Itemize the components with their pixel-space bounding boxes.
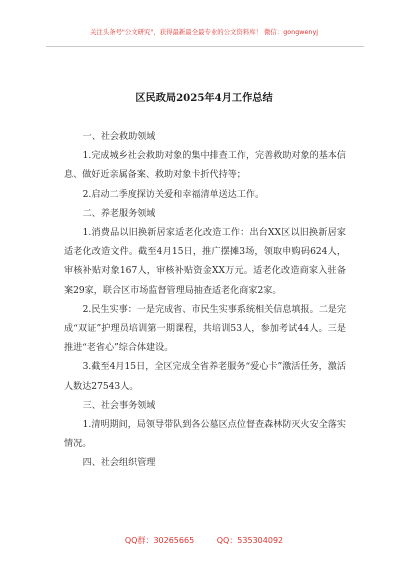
paragraph-assistance-2: 2.启动二季度探访关爱和幸福清单送达工作。 bbox=[82, 189, 265, 200]
header-divider bbox=[46, 46, 364, 47]
paragraph-elderly-3: 3.截至4月15日，全区完成全省养老服务“爱心卡”激活任务，激活人数达27543人。 bbox=[64, 362, 346, 392]
section-heading-social-assistance: 一、社会救助领域 bbox=[82, 132, 156, 142]
section-heading-elderly-care: 二、养老服务领域 bbox=[82, 208, 156, 219]
footer-qq: QQ：535304092 bbox=[216, 536, 284, 545]
paragraph-elderly-1: 1.消费品以旧换新居家适老化改造工作：出台XX区以旧换新居家适老化改造文件。截至4月15日，推广摆摊3场，领取申购码624人，审核补贴对象167人，审核补贴资金XX万元。适老化改造商家入驻备案29家，联合区市场监督管理局抽查适老化商家2家。 bbox=[64, 228, 346, 296]
paragraph-assistance-1: 1.完成城乡社会救助对象的集中排查工作，完善救助对象的基本信息、做好近亲属备案、救助对象卡折代持等； bbox=[64, 151, 346, 181]
section-heading-social-organizations: 四、社会组织管理 bbox=[82, 458, 156, 469]
footer-contact bbox=[0, 535, 408, 546]
document-title: 区民政局2025年4月工作总结 bbox=[135, 92, 273, 104]
paragraph-affairs-1: 1.清明期间，局领导带队到各公墓区点位督查森林防灭火安全落实情况。 bbox=[64, 420, 346, 450]
paragraph-elderly-2: 2.民生实事：一是完成省、市民生实事系统相关信息填报。二是完成“双证”护理员培训第一期课程，共培训53人，参加考试44人。三是推进“老省心”综合体建设。 bbox=[64, 304, 346, 354]
document-body bbox=[64, 128, 346, 474]
section-heading-social-affairs: 三、社会事务领域 bbox=[82, 400, 156, 411]
header-promo-note: 关注头条号"公文研究"，获得最新最全最专业的公文资料库！ 微信：gongwenyj bbox=[89, 28, 319, 36]
footer-qq-group: QQ群：30265665 bbox=[124, 536, 195, 545]
